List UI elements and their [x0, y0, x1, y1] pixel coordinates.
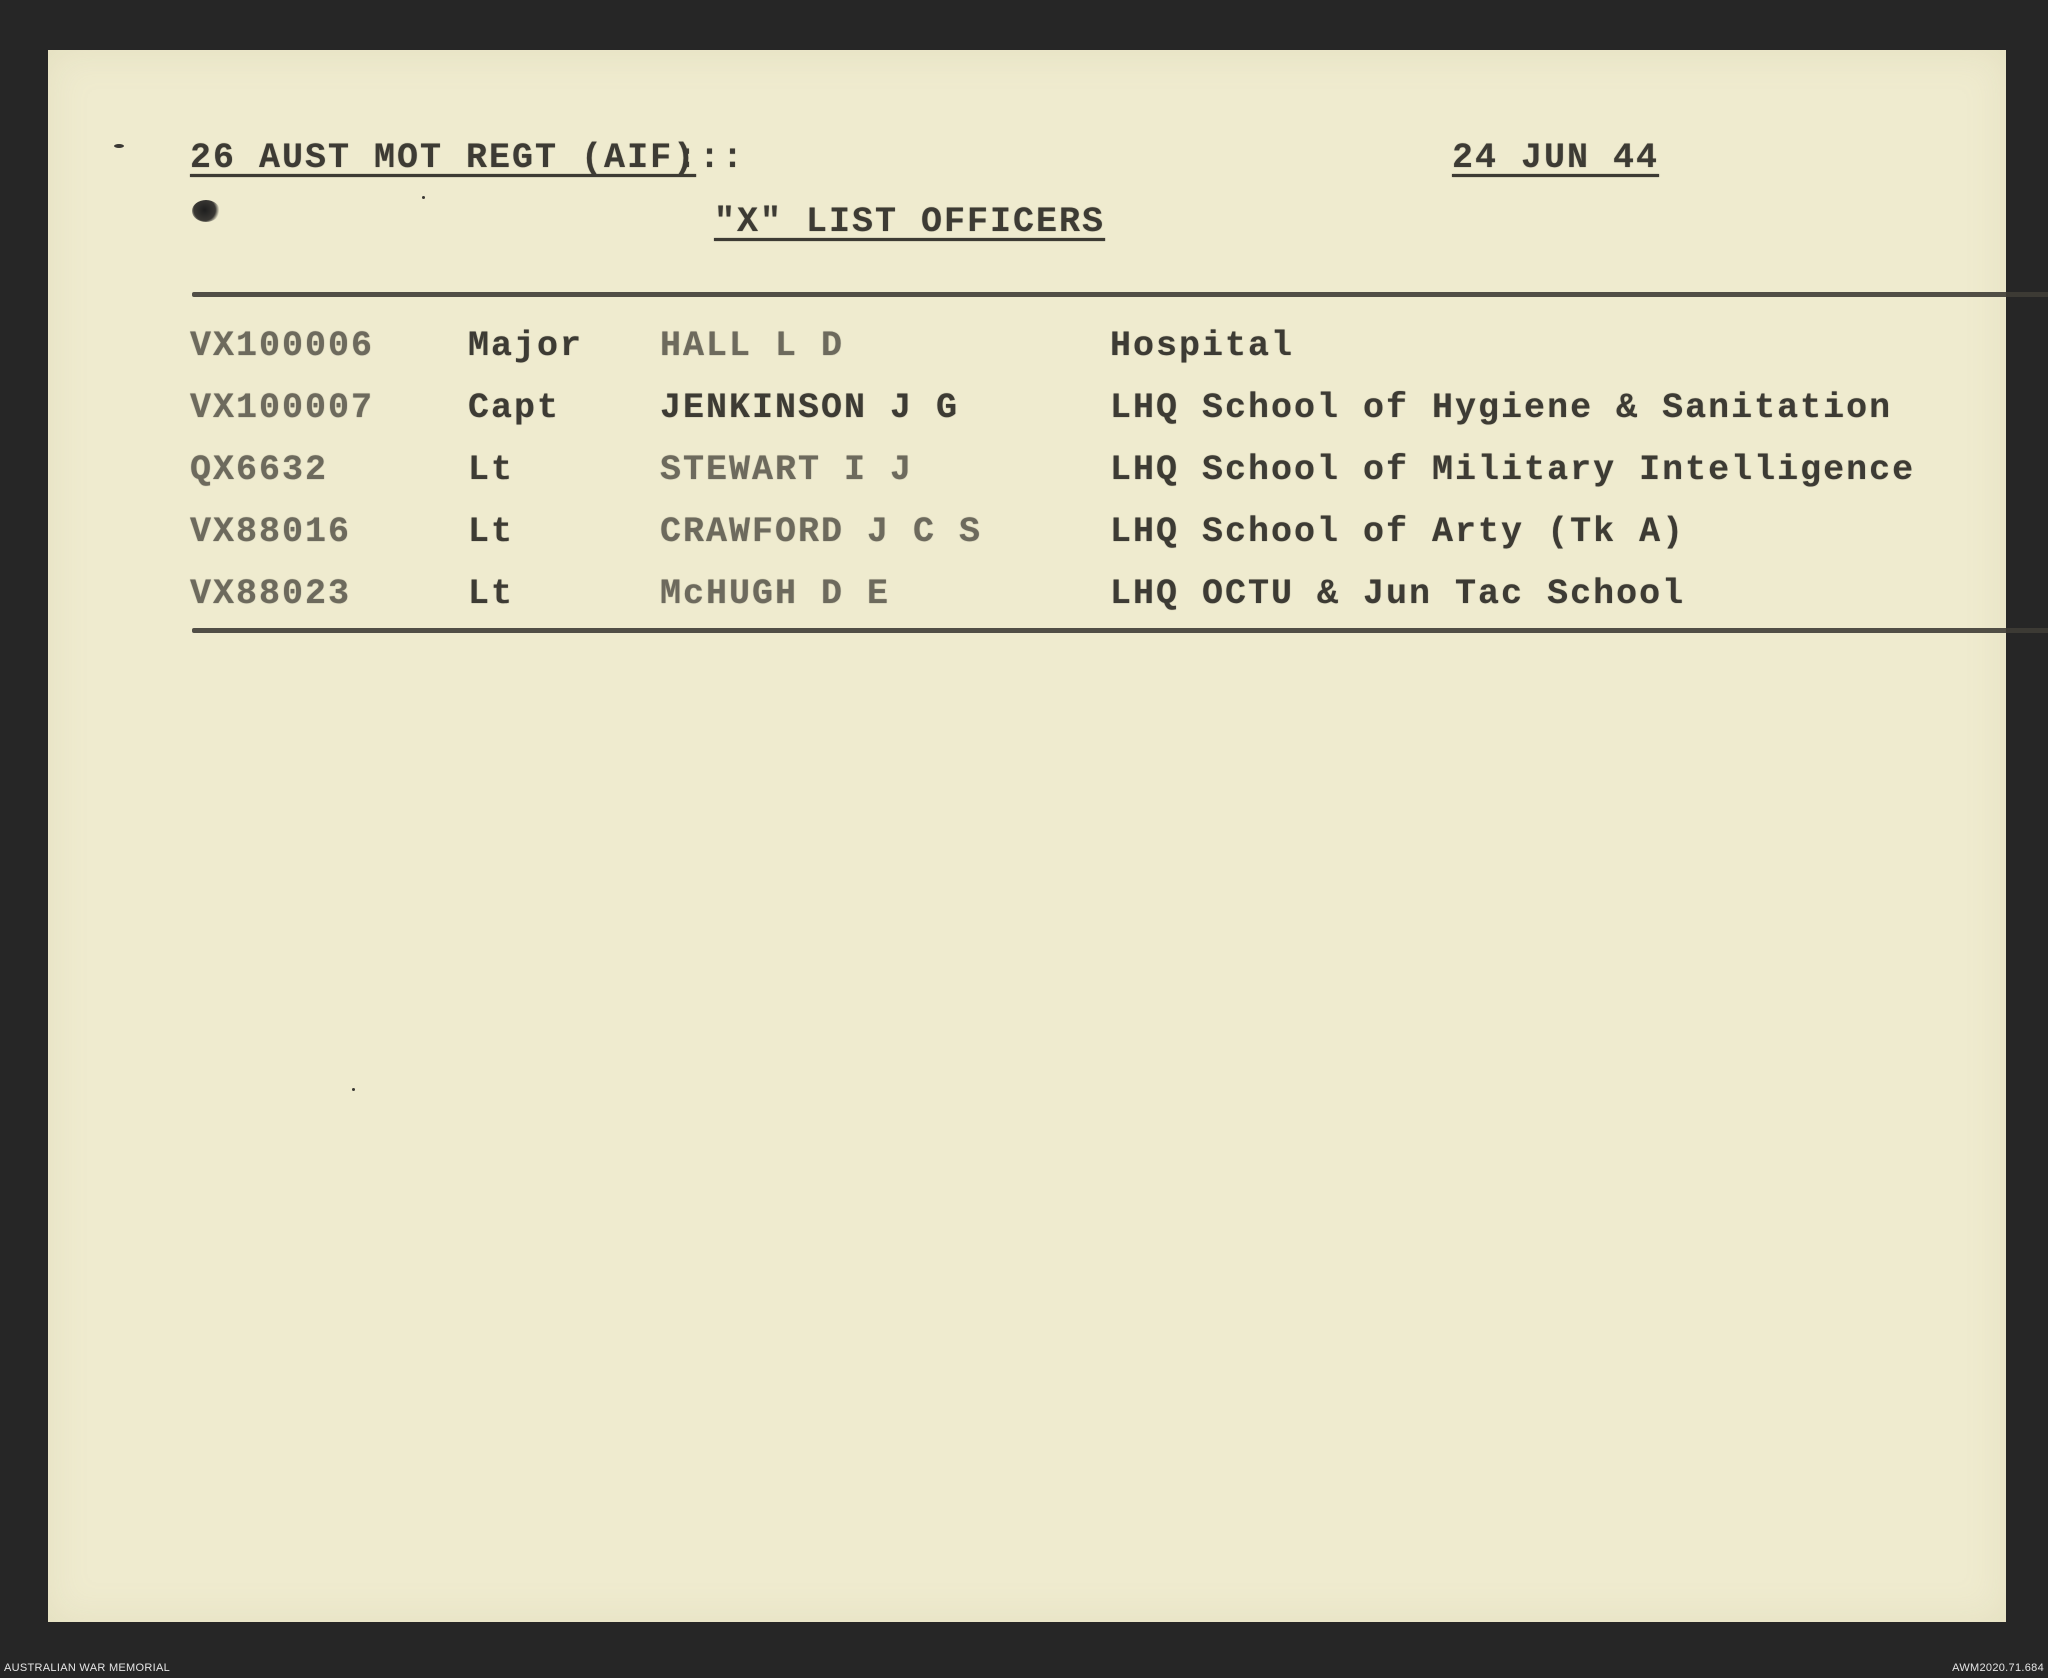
unit-heading: 26 AUST MOT REGT (AIF) — [190, 138, 697, 178]
top-rule — [192, 292, 2048, 297]
officer-name: HALL L D — [660, 326, 845, 366]
officer-posting: LHQ OCTU & Jun Tac School — [1110, 574, 1686, 614]
officer-rank: Capt — [468, 388, 561, 428]
officer-name: CRAWFORD J C S — [660, 512, 983, 552]
officer-rank: Lt — [468, 574, 515, 614]
archive-credit: AUSTRALIAN WAR MEMORIAL — [4, 1662, 171, 1674]
bottom-rule — [192, 628, 2048, 633]
officer-rank: Major — [468, 326, 584, 366]
officer-name: McHUGH D E — [660, 574, 891, 614]
service-number: QX6632 — [190, 450, 329, 490]
officer-name: STEWART I J — [660, 450, 914, 490]
officer-name: JENKINSON J G — [660, 388, 960, 428]
service-number: VX88023 — [190, 574, 352, 614]
service-number: VX100006 — [190, 326, 375, 366]
ink-speck — [114, 144, 124, 148]
ink-speck — [352, 1088, 355, 1091]
officer-posting: Hospital — [1110, 326, 1295, 366]
officer-posting: LHQ School of Arty (Tk A) — [1110, 512, 1686, 552]
document-title: "X" LIST OFFICERS — [714, 202, 1106, 242]
service-number: VX88016 — [190, 512, 352, 552]
officer-posting: LHQ School of Military Intelligence — [1110, 450, 1916, 490]
officer-rank: Lt — [468, 450, 515, 490]
document-page — [48, 50, 2006, 1622]
officer-posting: LHQ School of Hygiene & Sanitation — [1110, 388, 1893, 428]
officer-rank: Lt — [468, 512, 515, 552]
punch-hole-mark — [192, 200, 220, 222]
ink-speck — [422, 196, 425, 199]
document-date: 24 JUN 44 — [1452, 138, 1660, 178]
header-separator: ::: — [676, 138, 746, 178]
archive-reference: AWM2020.71.684 — [1952, 1662, 2044, 1674]
service-number: VX100007 — [190, 388, 375, 428]
